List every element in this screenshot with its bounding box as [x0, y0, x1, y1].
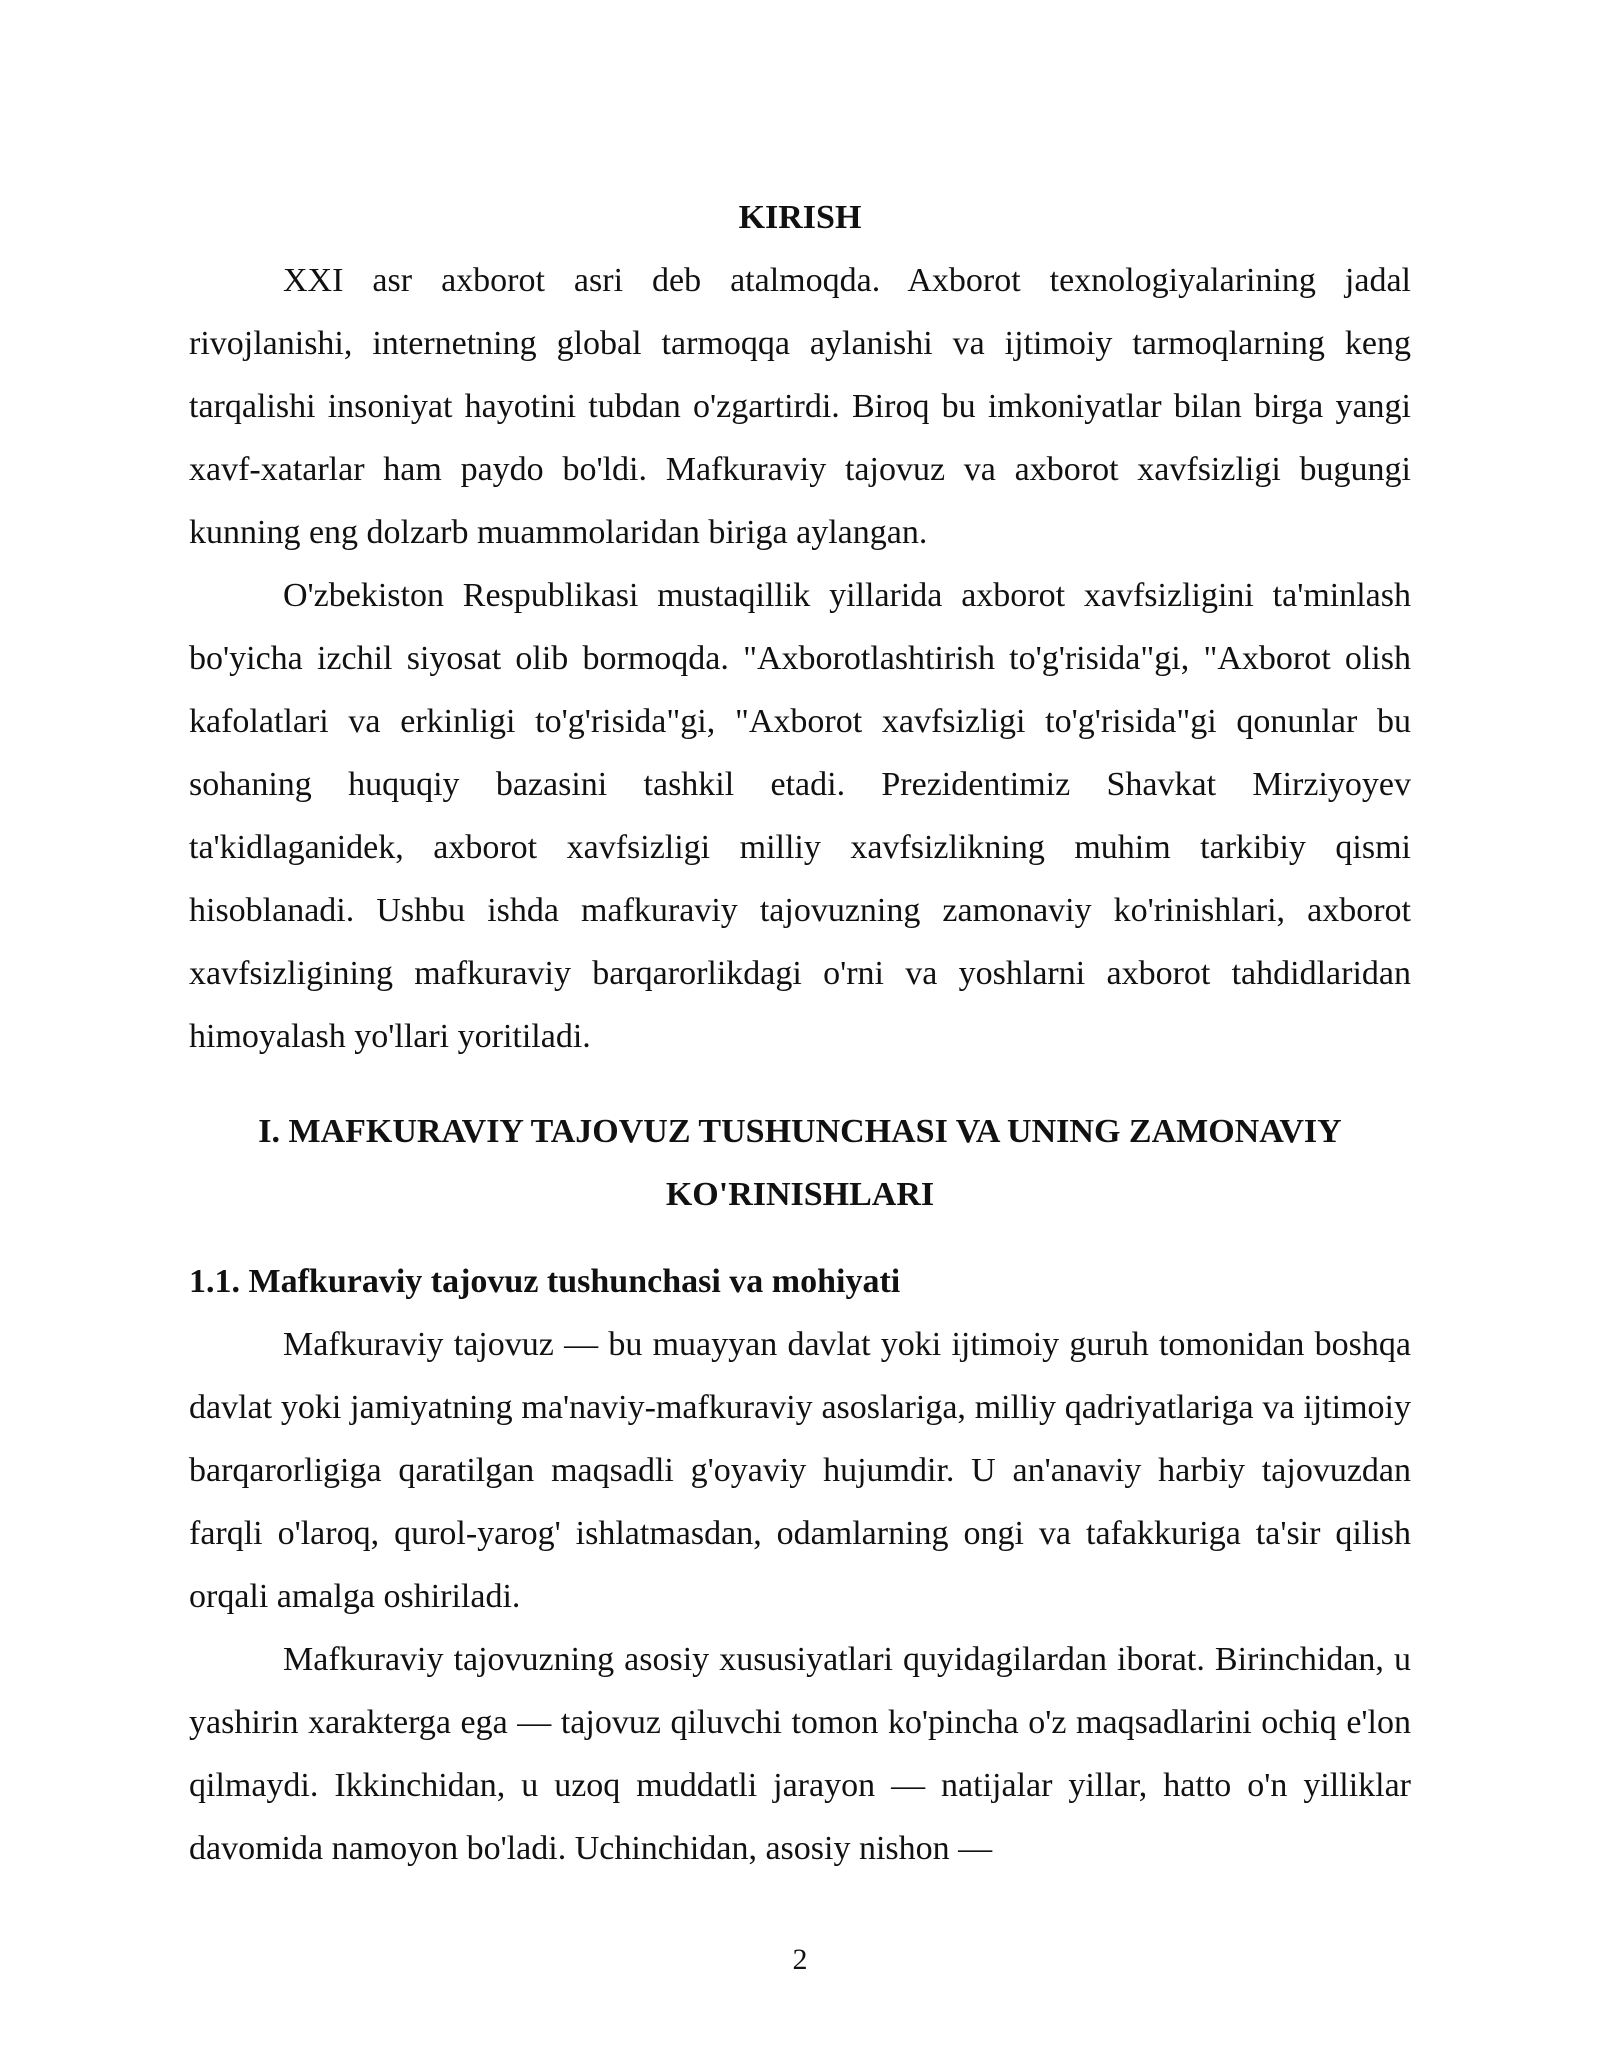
page-number: 2: [792, 1943, 808, 1976]
section-paragraph-2: Mafkuraviy tajovuzning asosiy xususiyatlari quyidagilardan iborat. Birinchidan, u yashirin xarakterga ega — tajovuz qiluvchi tomon ko'pincha o'z maqsadlarini ochiq e'lon qilmaydi. Ikkinchidan, u uzoq muddatli jarayon — natijalar yillar, hatto o'n yilliklar davomida namoyon bo'ladi. Uchinchidan, asosiy nishon —: [189, 1641, 1411, 1867]
chapter-title-line-1: I. MAFKURAVIY TAJOVUZ TUSHUNCHASI VA UNING ZAMONAVIY: [258, 1113, 1342, 1150]
chapter-title: [189, 1100, 1411, 1226]
section-title: 1.1. Mafkuraviy tajovuz tushunchasi va mohiyati: [189, 1263, 901, 1300]
chapter-title-line-2: KO'RINISHLARI: [665, 1176, 935, 1213]
page-content: [189, 186, 1411, 1880]
section-paragraph-1: Mafkuraviy tajovuz — bu muayyan davlat yoki ijtimoiy guruh tomonidan boshqa davlat yoki jamiyatning ma'naviy-mafkuraviy asoslariga, milliy qadriyatlariga va ijtimoiy barqarorligiga qaratilgan maqsadli g'oyaviy hujumdir. U an'anaviy harbiy tajovuzdan farqli o'laroq, qurol-yarog' ishlatmasdan, odamlarning ongi va tafakkuriga ta'sir qilish orqali amalga oshiriladi.: [189, 1326, 1411, 1615]
intro-paragraph-2: O'zbekiston Respublikasi mustaqillik yillarida axborot xavfsizligini ta'minlash bo'yicha izchil siyosat olib bormoqda. "Axborotlashtirish to'g'risida"gi, "Axborot olish kafolatlari va erkinligi to'g'risida"gi, "Axborot xavfsizligi to'g'risida"gi qonunlar bu sohaning huquqiy bazasini tashkil etadi. Prezidentimiz Shavkat Mirziyoyev ta'kidlaganidek, axborot xavfsizligi milliy xavfsizlikning muhim tarkibiy qismi hisoblanadi. Ushbu ishda mafkuraviy tajovuzning zamonaviy ko'rinishlari, axborot xavfsizligining mafkuraviy barqarorlikdagi o'rni va yoshlarni axborot tahdidlaridan himoyalash yo'llari yoritiladi.: [189, 577, 1411, 1055]
intro-title: KIRISH: [738, 199, 862, 236]
intro-paragraph-1: XXI asr axborot asri deb atalmoqda. Axborot texnologiyalarining jadal rivojlanishi, internetning global tarmoqqa aylanishi va ijtimoiy tarmoqlarning keng tarqalishi insoniyat hayotini tubdan o'zgartirdi. Biroq bu imkoniyatlar bilan birga yangi xavf-xatarlar ham paydo bo'ldi. Mafkuraviy tajovuz va axborot xavfsizligi bugungi kunning eng dolzarb muammolaridan biriga aylangan.: [189, 262, 1411, 551]
